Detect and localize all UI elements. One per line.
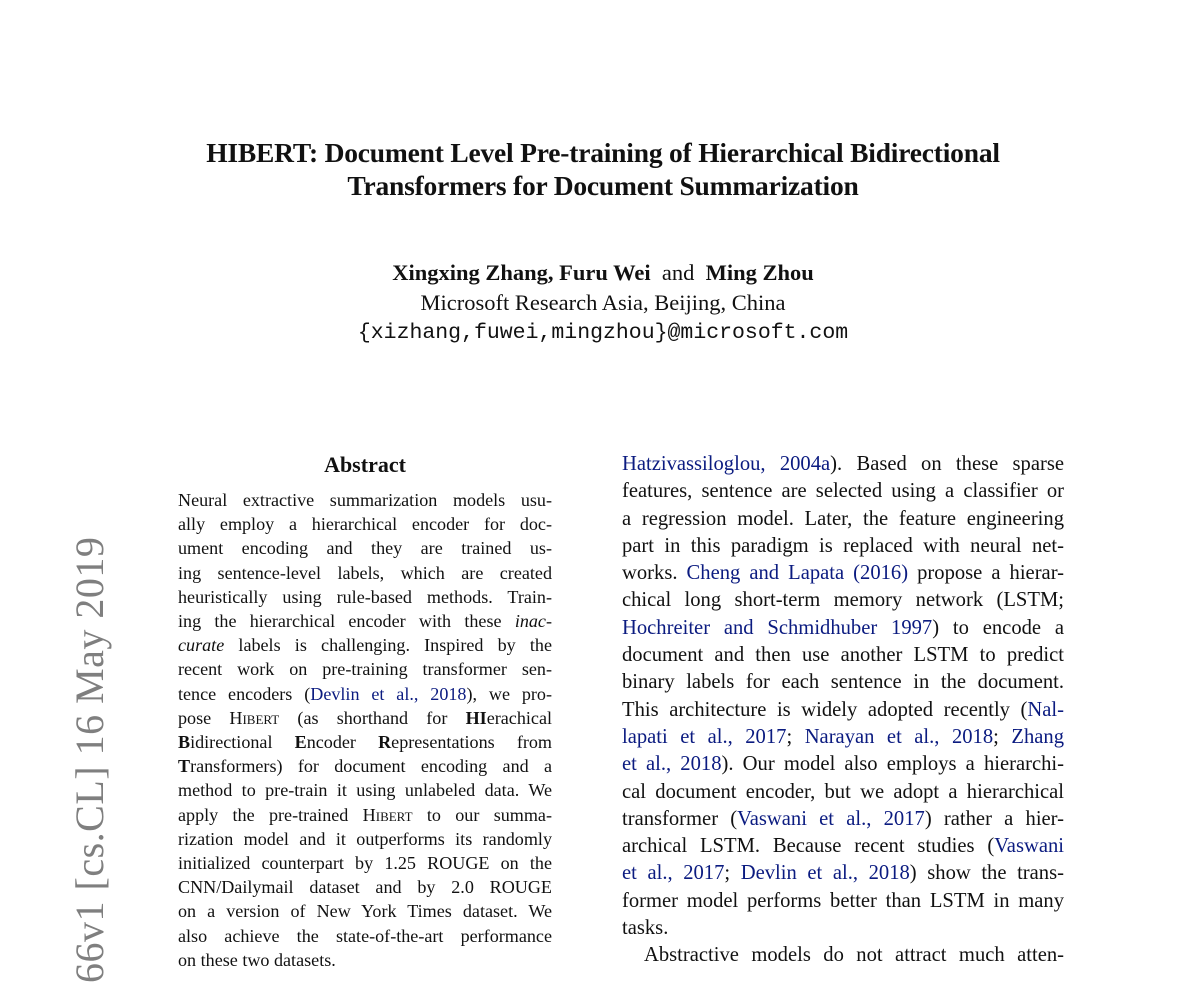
citation-link[interactable]: Hochreiter and Schmidhuber 1997 bbox=[622, 616, 933, 639]
text-line: transformer (Vaswani et al., 2017) rather a hier- bbox=[622, 807, 1064, 830]
text-line: Neural extractive summarization models usu- bbox=[178, 490, 552, 510]
text-line: ument encoding and they are trained us- bbox=[178, 538, 552, 559]
citation-link[interactable]: Narayan et al., 2018 bbox=[804, 725, 994, 748]
text-line: a regression model. Later, the feature engineering bbox=[622, 507, 1064, 530]
citation-link[interactable]: Devlin et al., 2018 bbox=[310, 683, 467, 704]
text-line: tence encoders (Devlin et al., 2018), we pro- bbox=[178, 683, 553, 704]
citation-link[interactable]: Vaswani bbox=[994, 835, 1064, 858]
text-line: Hochreiter and Schmidhuber 1997) to encode a bbox=[622, 616, 1065, 639]
model-name: Hibert bbox=[362, 804, 413, 825]
text-line: et al., 2017; Devlin et al., 2018) show the trans- bbox=[622, 862, 1064, 885]
text-line: Transformers) for document encoding and a bbox=[178, 756, 552, 777]
text-line: binary labels for each sentence in the document. bbox=[622, 671, 1064, 694]
left-column bbox=[178, 450, 552, 972]
text-line: on these two datasets. bbox=[178, 949, 336, 970]
text-line: archical LSTM. Because recent studies (Vaswani bbox=[622, 835, 1064, 858]
text-line: curate labels is challenging. Inspired by the bbox=[178, 635, 552, 656]
text-line: pose Hibert (as shorthand for HIerachical bbox=[178, 707, 552, 728]
email-address: {xizhang,fuwei,mingzhou}@microsoft.com bbox=[357, 321, 849, 345]
author-names bbox=[120, 258, 1086, 288]
author-block bbox=[120, 258, 1086, 348]
text-line: document and then use another LSTM to predict bbox=[622, 644, 1064, 667]
text-line: rization model and it outperforms its randomly bbox=[178, 828, 552, 849]
text-line: Bidirectional Encoder Representations from bbox=[178, 732, 552, 753]
text-line: This architecture is widely adopted recently (Nal- bbox=[622, 698, 1064, 721]
abstract-heading: Abstract bbox=[324, 452, 406, 477]
model-name: Hibert bbox=[229, 707, 280, 728]
author-name: Ming Zhou bbox=[705, 260, 814, 285]
text-line: works. Cheng and Lapata (2016) propose a hierar- bbox=[622, 562, 1064, 585]
text-line: Hatzivassiloglou, 2004a). Based on these sparse bbox=[622, 453, 1064, 475]
citation-link[interactable]: Zhang bbox=[1011, 725, 1065, 748]
title-line: HIBERT: Document Level Pre-training of Hierarchical Bidirectional bbox=[206, 137, 1000, 168]
text-line: cal document encoder, but we adopt a hierarchical bbox=[622, 780, 1064, 803]
arxiv-stamp: 66v1 [cs.CL] 16 May 2019 bbox=[67, 536, 112, 983]
text-line: lapati et al., 2017; Narayan et al., 2018; Zhang bbox=[622, 725, 1065, 748]
abstract-body bbox=[178, 488, 552, 972]
text-line: method to pre-train it using unlabeled data. We bbox=[178, 780, 552, 801]
right-column bbox=[622, 450, 1064, 970]
citation-link[interactable]: Hatzivassiloglou, 2004a bbox=[622, 453, 831, 475]
text-line: et al., 2018). Our model also employs a hierarchi- bbox=[622, 753, 1064, 776]
author-conjunction: and bbox=[661, 260, 695, 285]
affiliation: Microsoft Research Asia, Beijing, China bbox=[420, 290, 786, 315]
text-line: initialized counterpart by 1.25 ROUGE on the bbox=[178, 853, 552, 874]
text-line: chical long short-term memory network (LSTM; bbox=[622, 589, 1064, 612]
citation-link[interactable]: Nal- bbox=[1027, 698, 1064, 721]
text-line: CNN/Dailymail dataset and by 2.0 ROUGE bbox=[178, 877, 552, 898]
text-line: also achieve the state-of-the-art performance bbox=[178, 925, 552, 946]
text-line: heuristically using rule-based methods. Train- bbox=[178, 586, 552, 607]
citation-link[interactable]: Cheng and Lapata (2016) bbox=[686, 562, 909, 585]
text-line: on a version of New York Times dataset. We bbox=[178, 901, 552, 922]
text-line: Abstractive models do not attract much atten- bbox=[644, 944, 1064, 967]
text-line: recent work on pre-training transformer sen- bbox=[178, 659, 552, 680]
text-line: apply the pre-trained Hibert to our summa- bbox=[178, 804, 552, 825]
text-line: part in this paradigm is replaced with neural net- bbox=[622, 534, 1064, 557]
citation-link[interactable]: et al., 2017 bbox=[622, 862, 725, 885]
text-line: ing the hierarchical encoder with these inac- bbox=[178, 611, 552, 632]
text-line: former model performs better than LSTM in many bbox=[622, 889, 1064, 912]
text-line: ing sentence-level labels, which are created bbox=[178, 562, 552, 583]
text-line: tasks. bbox=[622, 917, 669, 940]
text-line: ally employ a hierarchical encoder for doc- bbox=[178, 514, 552, 535]
citation-link[interactable]: et al., 2018 bbox=[622, 753, 722, 776]
body-text bbox=[622, 451, 1064, 970]
paper-title bbox=[120, 136, 1086, 202]
citation-link[interactable]: lapati et al., 2017 bbox=[622, 725, 787, 748]
citation-link[interactable]: Devlin et al., 2018 bbox=[740, 862, 910, 885]
text-line: features, sentence are selected using a classifier or bbox=[622, 480, 1064, 503]
title-line: Transformers for Document Summarization bbox=[347, 170, 859, 201]
author-name: Xingxing Zhang, Furu Wei bbox=[392, 260, 651, 285]
citation-link[interactable]: Vaswani et al., 2017 bbox=[737, 807, 925, 830]
